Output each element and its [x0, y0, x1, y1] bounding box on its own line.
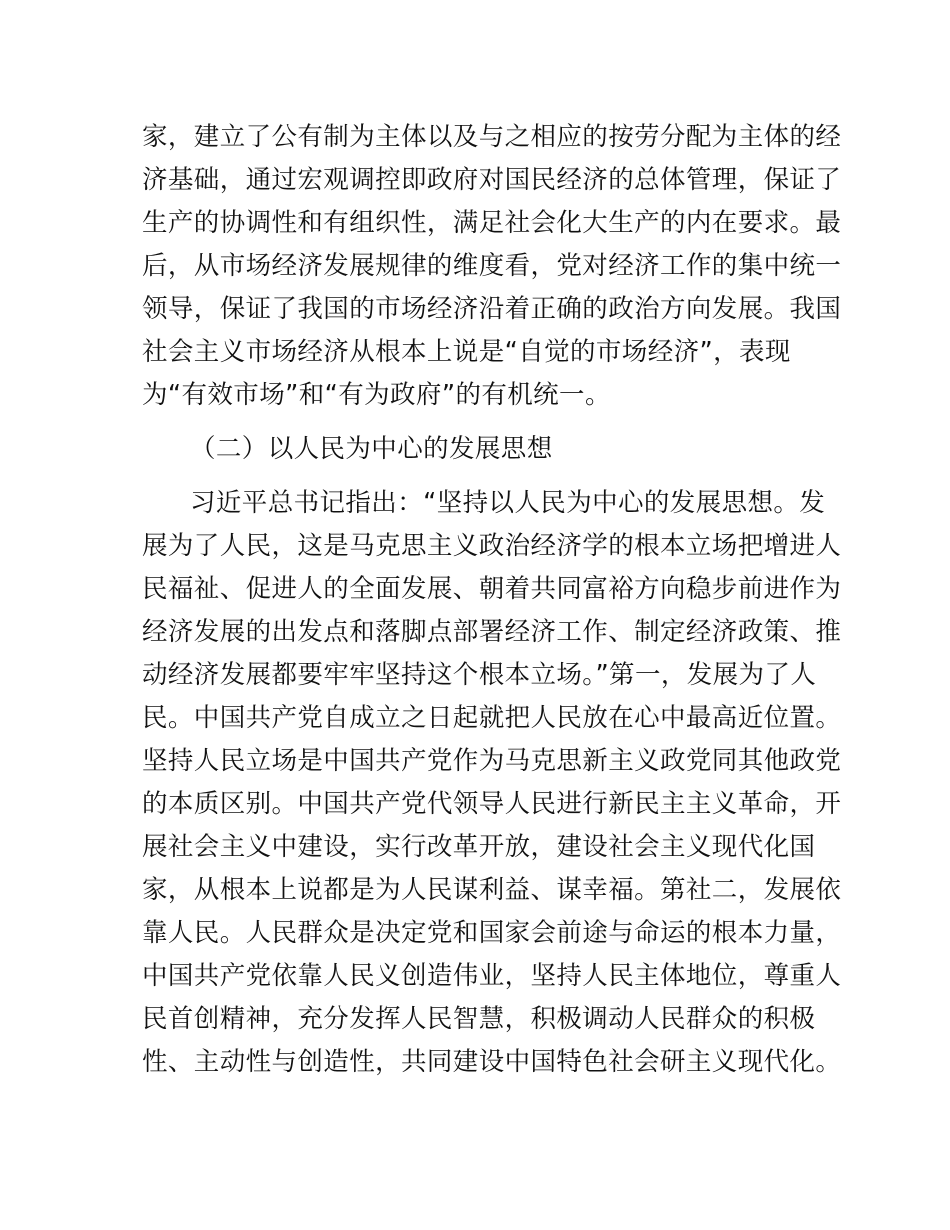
paragraph-line: 社会主义市场经济从根本上说是“自觉的市场经济”，表现 [142, 337, 791, 367]
paragraph-line: 民福祉、促进人的全面发展、朝着共同富裕方向稳步前进作为 [142, 574, 842, 604]
section-heading: （二）以人民为中心的发展思想 [190, 434, 553, 464]
paragraph-line: 经济发展的出发点和落脚点部署经济工作、制定经济政策、推 [142, 617, 842, 647]
paragraph-line: 习近平总书记指出：“坚持以人民为中心的发展思想。发 [190, 488, 826, 518]
paragraph-line: 生产的协调性和有组织性，满足社会化大生产的内在要求。最 [142, 208, 842, 238]
paragraph-line: 民首创精神，充分发挥人民智慧，积极调动人民群众的积极 [142, 1004, 816, 1034]
paragraph-line: 济基础，通过宏观调控即政府对国民经济的总体管理，保证了 [142, 165, 842, 195]
paragraph-line: 为“有效市场”和“有为政府”的有机统一。 [142, 380, 611, 410]
paragraph-line: 动经济发展都要牢牢坚持这个根本立场。”第一，发展为了人 [142, 660, 817, 690]
paragraph-line: 靠人民。人民群众是决定党和国家会前途与命运的根本力量， [142, 918, 842, 948]
paragraph-line: 家，建立了公有制为主体以及与之相应的按劳分配为主体的经 [142, 122, 842, 152]
paragraph-line: 民。中国共产党自成立之日起就把人民放在心中最高近位置。 [142, 703, 842, 733]
paragraph-line: 展社会主义中建设，实行改革开放，建设社会主义现代化国 [142, 832, 816, 862]
paragraph-line: 后，从市场经济发展规律的维度看，党对经济工作的集中统一 [142, 251, 842, 281]
paragraph-line: 家，从根本上说都是为人民谋利益、谋幸福。第社二，发展依 [142, 875, 842, 905]
paragraph-line: 领导，保证了我国的市场经济沿着正确的政治方向发展。我国 [142, 294, 842, 324]
paragraph-line: 展为了人民，这是马克思主义政治经济学的根本立场把增进人 [142, 531, 842, 561]
paragraph-line: 的本质区别。中国共产党代领导人民进行新民主主义革命，开 [142, 789, 842, 819]
paragraph-line: 坚持人民立场是中国共产党作为马克思新主义政党同其他政党 [142, 746, 842, 776]
paragraph-line: 性、主动性与创造性，共同建设中国特色社会研主义现代化。 [142, 1047, 842, 1077]
paragraph-line: 中国共产党依靠人民义创造伟业，坚持人民主体地位，尊重人 [142, 961, 842, 991]
